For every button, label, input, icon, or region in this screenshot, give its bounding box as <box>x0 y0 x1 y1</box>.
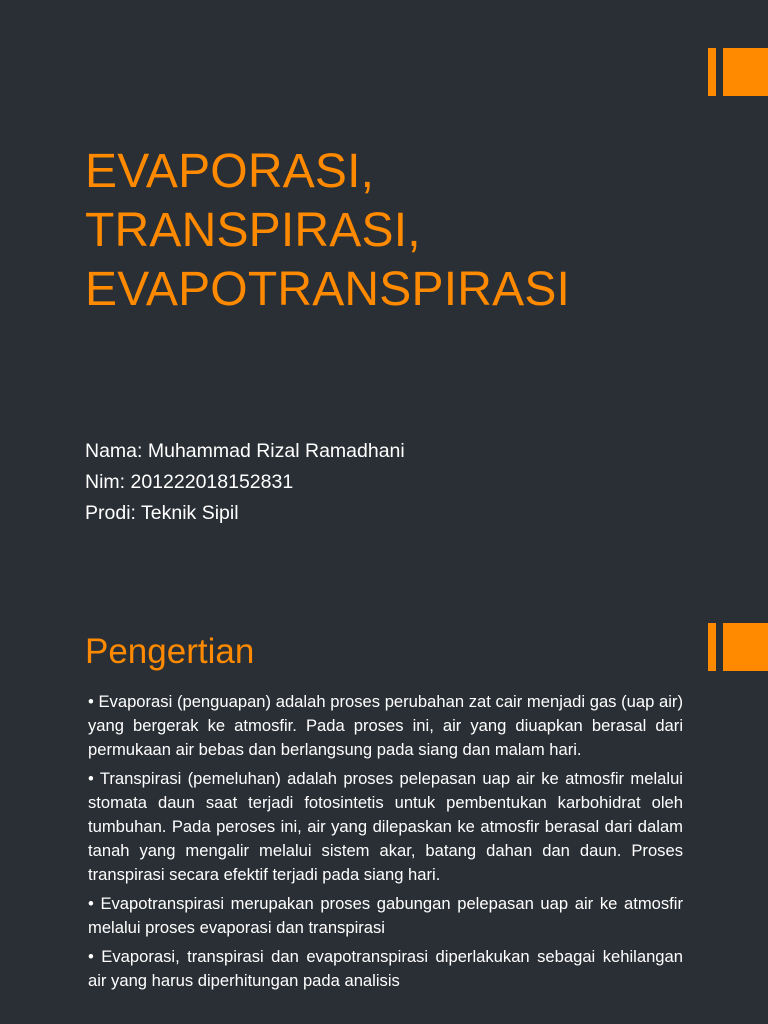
author-nim: Nim: 201222018152831 <box>85 471 294 493</box>
title-line: TRANSPIRASI, <box>85 204 421 257</box>
bullet-item: • Evaporasi (penguapan) adalah proses perubahan zat cair menjadi gas (uap air) yang bergerak ke atmosfir. Pada proses ini, air yang diuapkan berasal dari permukaan air bebas dan berlangsung pada siang dan malam hari. <box>88 692 683 759</box>
accent-bar-thin <box>708 623 716 671</box>
title-line: EVAPOTRANSPIRASI <box>85 263 571 316</box>
author-prodi: Prodi: Teknik Sipil <box>85 502 239 524</box>
section-title: Pengertian <box>85 632 255 671</box>
author-info <box>85 436 645 529</box>
bullet-list <box>88 690 683 998</box>
bullet-item: • Evaporasi, transpirasi dan evapotranspirasi diperlakukan sebagai kehilangan air yang harus diperhitungan pada analisis <box>88 947 683 990</box>
accent-bars <box>708 48 768 96</box>
bullet-item: • Evapotranspirasi merupakan proses gabungan pelepasan uap air ke atmosfir melalui proses evaporasi dan transpirasi <box>88 894 683 937</box>
accent-bar-thick <box>723 48 768 96</box>
bullet-item: • Transpirasi (pemeluhan) adalah proses pelepasan uap air ke atmosfir melalui stomata daun saat terjadi fotosintetis untuk pembentukan karbohidrat oleh tumbuhan. Pada peroses ini, air yang dilepaskan ke atmosfir berasal dari dalam tanah yang mengalir melalui sistem akar, batang dahan dan daun. Proses transpirasi secara efektif terjadi pada siang hari. <box>88 769 683 884</box>
author-name: Nama: Muhammad Rizal Ramadhani <box>85 440 405 462</box>
definition-slide <box>0 600 768 1024</box>
slide-title <box>85 142 685 319</box>
accent-bars <box>708 623 768 671</box>
title-line: EVAPORASI, <box>85 145 375 198</box>
accent-bar-thin <box>708 48 716 96</box>
accent-bar-thick <box>723 623 768 671</box>
